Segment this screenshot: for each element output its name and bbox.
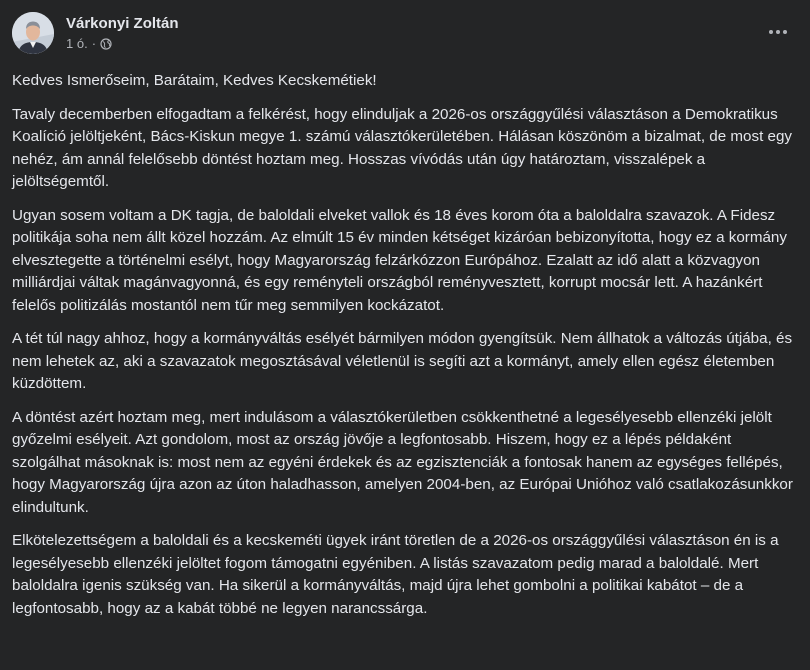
post-body	[12, 70, 802, 631]
avatar[interactable]	[12, 12, 54, 54]
globe-icon	[100, 38, 112, 50]
separator: ·	[91, 36, 97, 51]
post-subline	[66, 35, 179, 52]
post-paragraph: A tét túl nagy ahhoz, hogy a kormányváltás esélyét bármilyen módon gyengítsük. Nem állhatok a változás útjába, és nem lehetek az, aki a szavazatok megosztásával véletlenül is segíti azt a kormányt, amely ellen egész életemben küzdöttem.	[12, 330, 793, 392]
dot-icon	[769, 30, 773, 34]
post-time[interactable]: 1 ó.	[66, 36, 88, 51]
post-paragraph: Ugyan sosem voltam a DK tagja, de baloldali elveket vallok és 18 éves korom óta a baloldalra szavazok. A Fidesz politikája soha nem állt közel hozzám. Az elmúlt 15 év minden kétséget kizáróan bebizonyította, hogy ez a kormány elvesztegette a történelmi esélyt, hogy Magyarország felzárkózzon Európához. Ezalatt az idő alatt a közvagyon milliárdjai váltak magánvagyonná, és egy reményteli országból reményvesztett, korrupt mocsár lett. A hazánkért felelős politizálás mostantól nem tűr meg semmilyen kockázatot.	[12, 206, 787, 314]
post-header	[12, 12, 179, 54]
post-paragraph: Elkötelezettségem a baloldali és a kecskeméti ügyek iránt töretlen de a 2026-os országgyűlési választáson én is a legesélyesebb ellenzéki jelöltet fogom támogatni egyéniben. A listás szavazatom pedig marad a baloldalé. Mert baloldalra igenis szükség van. Ha sikerül a kormányváltás, majd újra lehet gombolni a politikai kabátot – de a legfontosabb, hogy az a kabát többé ne legyen narancssárga.	[12, 532, 779, 617]
more-options-icon[interactable]	[766, 22, 790, 42]
post-meta	[66, 14, 179, 52]
post-paragraph: Tavaly decemberben elfogadtam a felkérést, hogy elinduljak a 2026-os országgyűlési választáson a Demokratikus Koalíció jelöltjeként, Bács-Kiskun megye 1. számú választókerületében. Hálásan köszönöm a bizalmat, de most egy nehéz, ám annál felelősebb döntést hoztam meg. Hosszas vívódás után úgy határoztam, visszalépek a jelöltségemtől.	[12, 105, 793, 190]
author-name[interactable]: Várkonyi Zoltán	[66, 15, 179, 32]
post-paragraph: A döntést azért hoztam meg, mert indulásom a választókerületben csökkenthetné a legesélyesebb ellenzéki jelölt győzelmi esélyeit. Azt gondolom, most az ország jövője a legfontosabb. Hiszem, hogy ez a lépés példaként szolgálhat másoknak is: most nem az egyéni érdekek és az egzisztenciák a fontosak hanem az egységes fellépés, hogy Magyarország újra azon az úton haladhasson, amelyen 2004-ben, az Európai Unióhoz való csatlakozásunkkor elindultunk.	[12, 408, 793, 516]
dot-icon	[783, 30, 787, 34]
dot-icon	[776, 30, 780, 34]
profile-photo	[12, 12, 54, 54]
post-paragraph: Kedves Ismerőseim, Barátaim, Kedves Kecskemétiek!	[12, 72, 377, 89]
